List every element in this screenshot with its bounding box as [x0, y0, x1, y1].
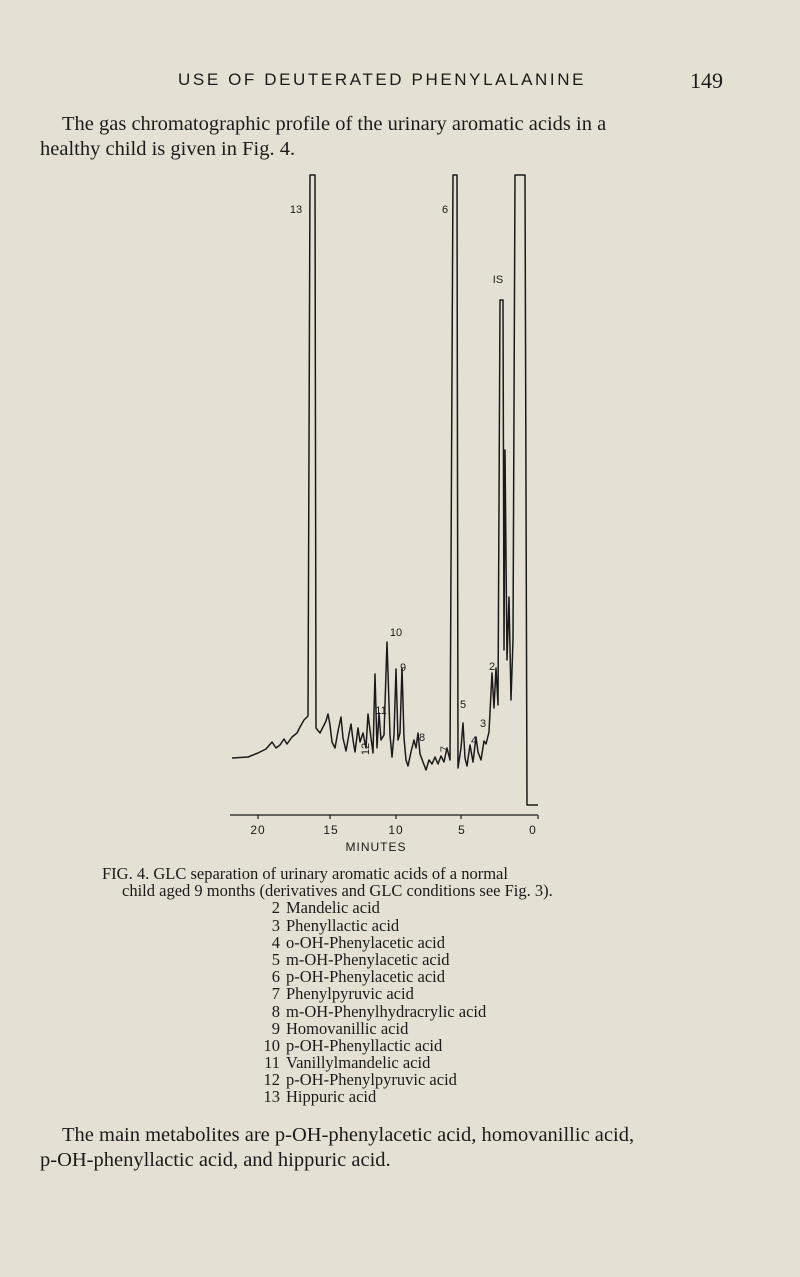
- peak-label-4: 4: [470, 735, 478, 747]
- legend-item: [102, 899, 702, 916]
- x-axis-label: MINUTES: [345, 840, 407, 854]
- chromatogram-svg: [0, 170, 800, 860]
- legend-compound-name: Vanillylmandelic acid: [286, 1053, 431, 1073]
- legend-item: [102, 985, 702, 1002]
- legend-item: [102, 968, 702, 985]
- legend-item: [102, 917, 702, 934]
- x-tick-5: 5: [458, 823, 466, 837]
- legend-item: [102, 951, 702, 968]
- legend-number: 10: [263, 1035, 280, 1055]
- legend-number: 5: [271, 949, 280, 969]
- peak-label-11: 11: [375, 705, 387, 717]
- caption-line-1: FIG. 4. GLC separation of urinary aromatic acids of a normal: [102, 864, 508, 883]
- legend-item: [102, 1088, 702, 1105]
- peak-label-10: 10: [389, 627, 403, 639]
- legend-item: [102, 1020, 702, 1037]
- legend-compound-name: o-OH-Phenylacetic acid: [286, 932, 445, 952]
- legend-compound-name: Phenyllactic acid: [286, 915, 400, 935]
- legend-compound-name: m-OH-Phenylhydracrylic acid: [286, 1001, 487, 1021]
- legend-compound-name: Hippuric acid: [286, 1087, 377, 1107]
- legend-compound-name: p-OH-Phenyllactic acid: [286, 1035, 443, 1055]
- x-axis: [230, 815, 538, 854]
- legend-number: 4: [271, 932, 280, 952]
- x-tick-20: 20: [250, 823, 266, 837]
- peak-label-3: 3: [479, 718, 487, 730]
- conclusion-paragraph: [40, 1123, 760, 1173]
- caption-line-2: child aged 9 months (derivatives and GLC conditions see Fig. 3).: [122, 881, 553, 901]
- outro-line-1: The main metabolites are p-OH-phenylacetic acid, homovanillic acid,: [62, 1124, 635, 1146]
- legend-number: 12: [263, 1070, 280, 1090]
- chromatogram-figure: [0, 170, 800, 860]
- legend-number: 2: [271, 898, 280, 918]
- legend-item: [102, 1054, 702, 1071]
- peak-label-7: 7: [439, 745, 451, 753]
- legend-number: 6: [271, 967, 280, 987]
- peak-label-5: 5: [459, 699, 467, 711]
- legend-number: 13: [263, 1087, 280, 1107]
- intro-paragraph: [40, 112, 740, 162]
- page-number: 149: [690, 68, 723, 93]
- outro-line-2: p-OH-phenyllactic acid, and hippuric acid.: [40, 1149, 391, 1171]
- figure-caption: [102, 865, 702, 1106]
- legend-compound-name: p-OH-Phenylpyruvic acid: [286, 1070, 457, 1090]
- x-tick-15: 15: [323, 823, 339, 837]
- running-head: [0, 68, 800, 98]
- intro-line-1: The gas chromatographic profile of the urinary aromatic acids in a: [62, 113, 607, 135]
- peak-label-9: 9: [399, 662, 407, 674]
- legend-compound-name: m-OH-Phenylacetic acid: [286, 949, 450, 969]
- legend-compound-name: Phenylpyruvic acid: [286, 984, 414, 1004]
- legend-compound-name: Mandelic acid: [286, 898, 380, 918]
- peak-label-is: IS: [492, 274, 504, 286]
- x-tick-10: 10: [388, 823, 404, 837]
- legend-item: [102, 1003, 702, 1020]
- legend-item: [102, 934, 702, 951]
- legend-compound-name: Homovanillic acid: [286, 1018, 409, 1038]
- peak-label-6: 6: [441, 204, 449, 216]
- legend-number: 9: [271, 1018, 280, 1038]
- legend-number: 8: [271, 1001, 280, 1021]
- legend-number: 3: [271, 915, 280, 935]
- peak-legend: [102, 899, 702, 1105]
- intro-line-2: healthy child is given in Fig. 4.: [40, 138, 296, 160]
- peak-label-12: 12: [360, 742, 372, 756]
- peak-label-8: 8: [418, 732, 426, 744]
- peak-label-2: 2: [488, 661, 496, 673]
- legend-number: 11: [264, 1053, 280, 1073]
- legend-number: 7: [271, 984, 280, 1004]
- legend-item: [102, 1037, 702, 1054]
- running-title: USE OF DEUTERATED PHENYLALANINE: [178, 70, 587, 89]
- legend-item: [102, 1071, 702, 1088]
- x-tick-0: 0: [529, 823, 537, 837]
- legend-compound-name: p-OH-Phenylacetic acid: [286, 967, 445, 987]
- peak-label-13: 13: [289, 204, 303, 216]
